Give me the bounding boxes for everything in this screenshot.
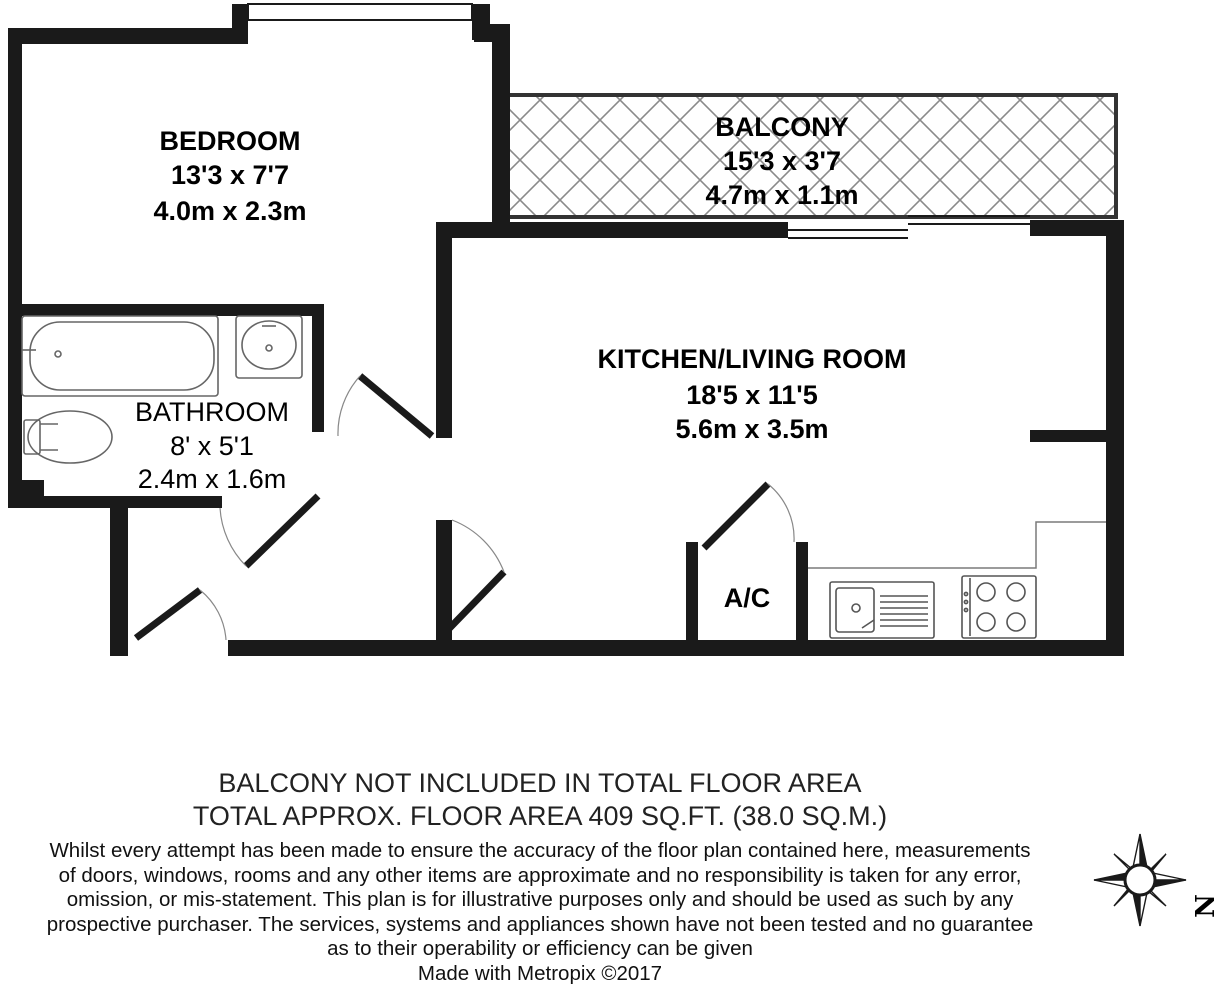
toilet-icon: [24, 411, 112, 463]
area-summary: [0, 767, 1080, 833]
bedroom-label: [153, 126, 306, 226]
kitchen-sink-icon: [830, 582, 934, 638]
kitchen-label: [598, 344, 907, 444]
kitchen-metric-size: 5.6m x 3.5m: [675, 414, 829, 444]
hob-icon: [962, 576, 1036, 638]
balcony-note: BALCONY NOT INCLUDED IN TOTAL FLOOR AREA: [218, 768, 862, 798]
bedroom-imperial-size: 13'3 x 7'7: [171, 160, 289, 190]
bathroom-name: BATHROOM: [135, 397, 289, 427]
disclaimer-line: omission, or mis-statement. This plan is for illustrative purposes only and should be used as such by any: [66, 888, 1014, 911]
balcony-name: BALCONY: [715, 112, 849, 142]
ac-cupboard-label: A/C: [723, 583, 771, 613]
bathroom-label: [135, 397, 289, 494]
disclaimer-line: Whilst every attempt has been made to ensure the accuracy of the floor plan contained here, measurements: [49, 839, 1031, 862]
balcony-imperial-size: 15'3 x 3'7: [723, 146, 841, 176]
north-label: N: [1191, 894, 1221, 918]
bedroom-name: BEDROOM: [159, 126, 301, 156]
kitchen-name: KITCHEN/LIVING ROOM: [597, 344, 907, 374]
bathroom-metric-size: 2.4m x 1.6m: [137, 464, 287, 494]
disclaimer-line: of doors, windows, rooms and any other items are approximate and no responsibility is taken for any error,: [58, 863, 1022, 887]
wash-basin-icon: [236, 316, 302, 378]
bedroom-metric-size: 4.0m x 2.3m: [153, 196, 307, 226]
bathroom-imperial-size: 8' x 5'1: [170, 431, 254, 461]
disclaimer-line: prospective purchaser. The services, systems and appliances shown have not been tested and no guarantee: [46, 912, 1034, 936]
disclaimer: [0, 839, 1080, 986]
bathtub-icon: [22, 316, 218, 396]
total-area: TOTAL APPROX. FLOOR AREA 409 SQ.FT. (38.0 SQ.M.): [192, 801, 888, 831]
kitchen-imperial-size: 18'5 x 11'5: [686, 380, 818, 410]
balcony-label: [705, 112, 858, 210]
disclaimer-line: as to their operability or efficiency can be given: [327, 937, 753, 960]
compass-rose-icon: [1094, 834, 1186, 926]
balcony-metric-size: 4.7m x 1.1m: [705, 180, 859, 210]
credit: Made with Metropix ©2017: [417, 961, 663, 985]
kitchen-counter: [808, 522, 1106, 568]
